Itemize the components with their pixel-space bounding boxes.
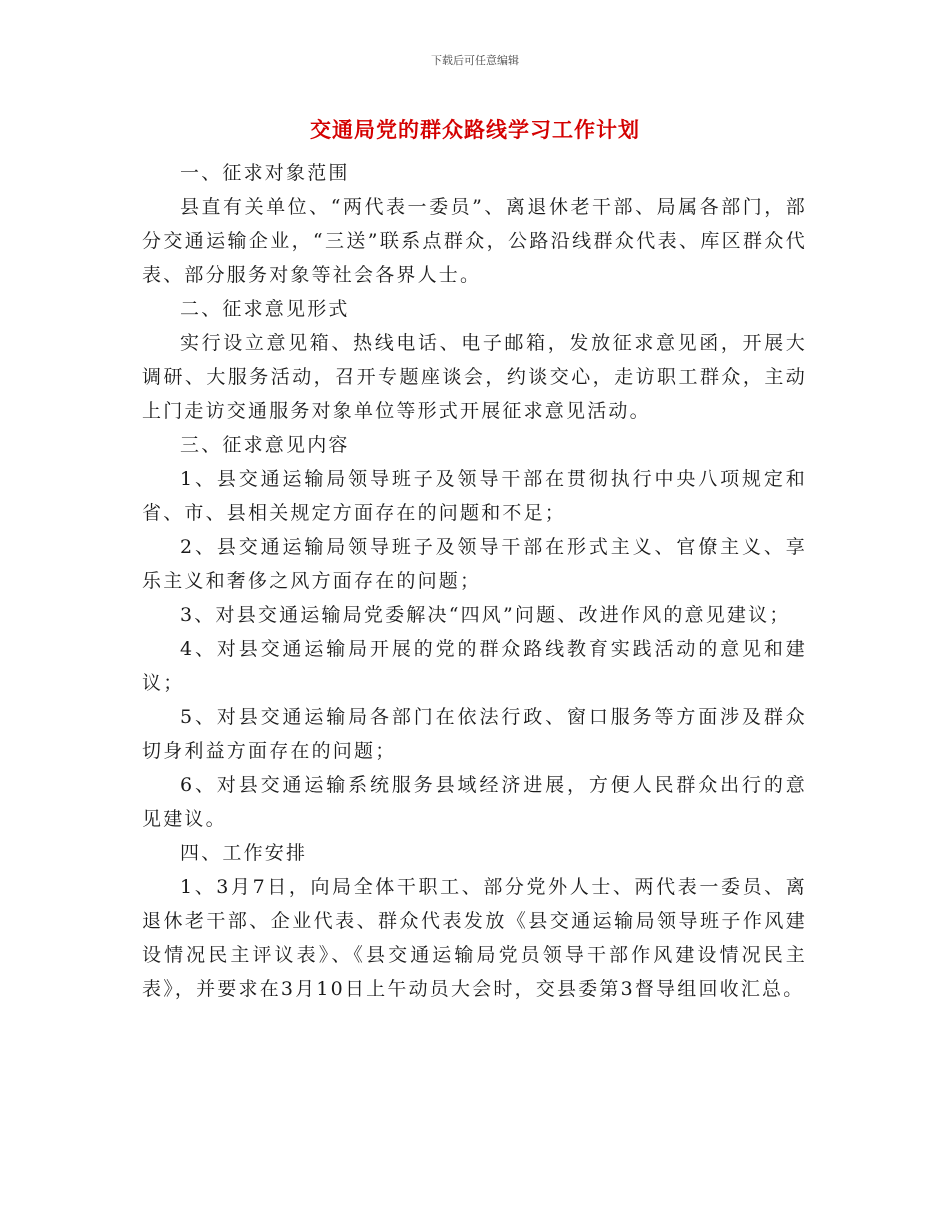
list-item: 6、对县交通运输系统服务县域经济进展，方便人民群众出行的意见建议。 (142, 774, 807, 830)
list-item: 2、县交通运输局领导班子及领导干部在形式主义、官僚主义、享乐主义和奢侈之风方面存在的问题； (142, 536, 807, 592)
list-item: 1、3月7日，向局全体干职工、部分党外人士、两代表一委员、离退休老干部、企业代表、群众代表发放《县交通运输局领导班子作风建设情况民主评议表》、《县交通运输局党员领导干部作风建设情况民主表》，并要求在3月10日上午动员大会时，交县委第3督导组回收汇总。 (142, 876, 807, 1000)
list-item: 1、县交通运输局领导班子及领导干部在贯彻执行中央八项规定和省、市、县相关规定方面存在的问题和不足； (142, 468, 807, 524)
section-heading-2: 二、征求意见形式 (180, 298, 350, 320)
paragraph: 实行设立意见箱、热线电话、电子邮箱，发放征求意见函，开展大调研、大服务活动，召开专题座谈会，约谈交心，走访职工群众，主动上门走访交通服务对象单位等形式开展征求意见活动。 (142, 332, 807, 422)
list-item: 3、对县交通运输局党委解决“四风”问题、改进作风的意见建议； (180, 604, 791, 626)
list-item: 4、对县交通运输局开展的党的群众路线教育实践活动的意见和建议； (142, 638, 807, 694)
list-item: 5、对县交通运输局各部门在依法行政、窗口服务等方面涉及群众切身利益方面存在的问题； (142, 706, 807, 762)
paragraph: 县直有关单位、“两代表一委员”、离退休老干部、局属各部门，部分交通运输企业，“三送”联系点群众，公路沿线群众代表、库区群众代表、部分服务对象等社会各界人士。 (142, 196, 807, 286)
document-title: 交通局党的群众路线学习工作计划 (310, 117, 640, 142)
section-heading-1: 一、征求对象范围 (180, 162, 350, 184)
section-heading-3: 三、征求意见内容 (180, 434, 350, 456)
document-body (142, 156, 807, 1006)
section-heading-4: 四、工作安排 (180, 842, 308, 864)
header-note: 下载后可任意编辑 (431, 54, 519, 67)
